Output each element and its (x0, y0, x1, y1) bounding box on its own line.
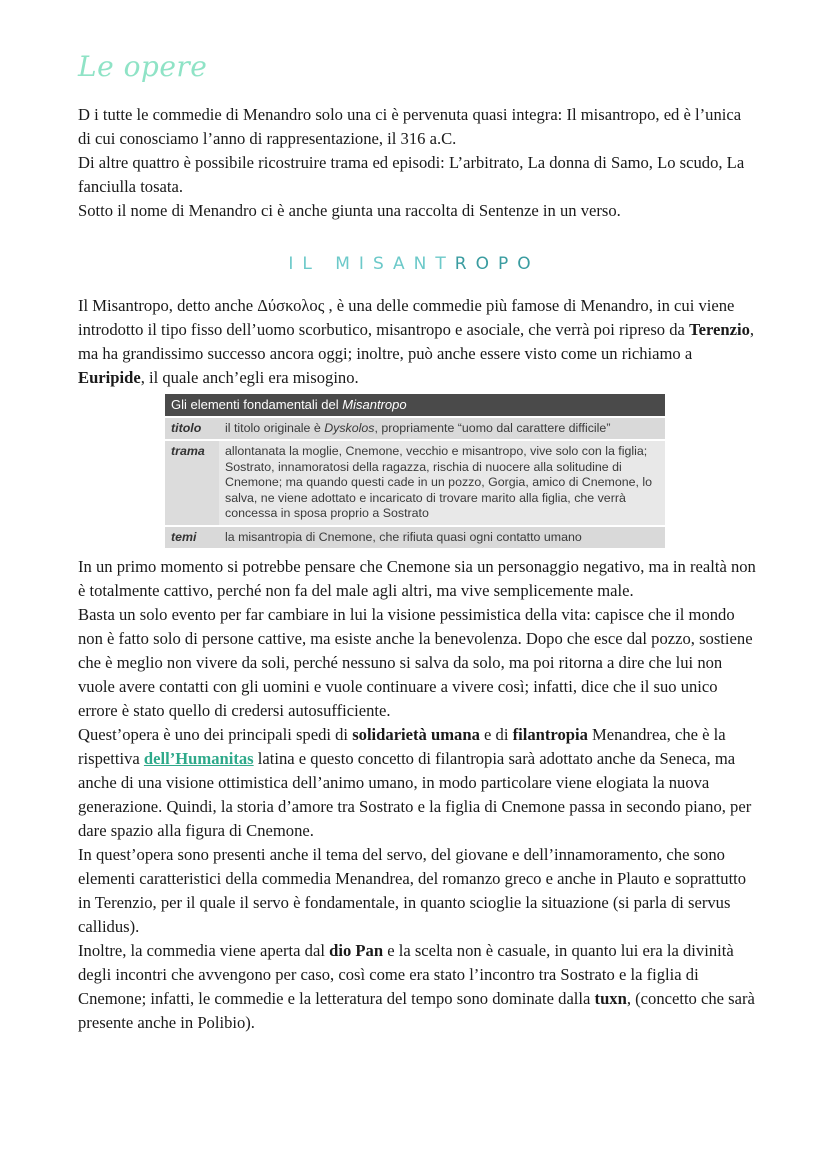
table-row-key: titolo (165, 417, 219, 441)
table-row (165, 417, 665, 441)
summary-table (165, 394, 665, 548)
bold-euripide: Euripide (78, 368, 141, 387)
table-header-italic: Misantropo (342, 397, 407, 412)
text-run: , il quale anch’egli era misogino. (140, 368, 359, 387)
bold-filantropia: filantropia (512, 725, 588, 744)
misantropo-intro-paragraph (78, 294, 758, 390)
table-row-key: temi (165, 526, 219, 549)
table-row-value: allontanata la moglie, Cnemone, vecchio e misantropo, vive solo con la figlia; Sostrato, innamoratosi della ragazza, rischia di nuocere alla solitudine di Cnemone; ma quando questi cade in un pozzo, Gorgia, amico di Cnemone, lo salva, ne viene adottato e incaricato di trovare marito alla figlia, che verrà concessa in sposa proprio a Sostrato (219, 440, 665, 526)
text-run: Menandrea, che è la rispettiva (78, 725, 726, 768)
page-title: Le opere (78, 50, 208, 83)
bold-dio-pan: dio Pan (329, 941, 384, 960)
body-paragraph-4: In quest’opera sono presenti anche il tema del servo, del giovane e dell’innamoramento, che sono elementi caratteristici della commedia Menandrea, del romanzo greco e anche in Plauto e soprattutto in Terenzio, per il quale il servo è fondamentale, in quanto scioglie la situazione (si parla di servus callidus). (78, 845, 747, 936)
table-row-key: trama (165, 440, 219, 526)
section-heading-part-1: IL MISANT (288, 254, 455, 274)
text-run: latina e questo concetto di filantropia sarà adottato anche da Seneca, ma anche di una visione ottimistica dell’animo umano, in modo particolare viene elogiata la nuova generazione. Quindi, la storia d’amore tra Sostrato e la figlia di Cnemone passa in secondo piano, per dare spazio alla figura di Cnemone. (78, 749, 752, 840)
text-run: Inoltre, la commedia viene aperta dal (78, 941, 330, 960)
table-row-value (219, 417, 665, 441)
text-run: , propriamente “uomo dal carattere difficile” (374, 420, 611, 435)
intro-paragraph-2: Di altre quattro è possibile ricostruire trama ed episodi: L’arbitrato, La donna di Samo, Lo scudo, La fanciulla tosata. (78, 153, 745, 196)
section-heading-part-2: ROPO (454, 254, 540, 274)
text-run: e la scelta non è casuale, in quanto lui era la divinità degli incontri che avvengono per caso, così come era stato l’incontro tra Sostrato e la figlia di Cnemone; infatti, le commedie e la letteratura del tempo sono dominate dalla (78, 941, 734, 1008)
text-run: Quest’opera è uno dei principali spedi di (78, 725, 353, 744)
misantropo-intro-section (78, 294, 758, 390)
intro-paragraph-1: D i tutte le commedie di Menandro solo una ci è pervenuta quasi integra: Il misantropo, ed è l’unica di cui conosciamo l’anno di rappresentazione, il 316 a.C. (78, 105, 742, 148)
body-paragraph-3 (78, 723, 758, 843)
table-header-text: Gli elementi fondamentali del (171, 397, 343, 412)
body-paragraph-1: In un primo momento si potrebbe pensare che Cnemone sia un personaggio negativo, ma in realtà non è totalmente cattivo, perché non fa del male agli altri, ma vive semplicemente male. (78, 557, 756, 600)
bold-terenzio: Terenzio (689, 320, 750, 339)
section-heading (0, 254, 828, 274)
italic-dyskolos: Dyskolos (324, 420, 375, 435)
main-body-section (78, 555, 758, 1035)
text-run: , (concetto che sarà presente anche in Polibio). (78, 989, 755, 1032)
text-run: Il Misantropo, detto anche Δύσκολος , è una delle commedie più famose di Menandro, in cui viene introdotto il tipo fisso dell’uomo scorbutico, misantropo e asociale, che verrà poi ripreso da (78, 296, 735, 339)
table-row-value: la misantropia di Cnemone, che rifiuta quasi ogni contatto umano (219, 526, 665, 549)
table-row (165, 526, 665, 549)
text-run: e di (479, 725, 513, 744)
table-header-row (165, 394, 665, 417)
text-run: il titolo originale è (225, 420, 325, 435)
humanitas-link[interactable]: dell’Humanitas (143, 749, 254, 768)
bold-solidarieta: solidarietà umana (352, 725, 480, 744)
intro-section (78, 103, 758, 223)
body-paragraph-5 (78, 939, 758, 1035)
intro-paragraph-3: Sotto il nome di Menandro ci è anche giunta una raccolta di Sentenze in un verso. (78, 201, 621, 220)
body-paragraph-2: Basta un solo evento per far cambiare in lui la visione pessimistica della vita: capisce che il mondo non è fatto solo di persone cattive, ma esiste anche la benevolenza. Dopo che esce dal pozzo, sostiene che è meglio non vivere da soli, perché nessuno si salva da solo, ma poi ritorna a dire che lui non vuole avere contatti con gli uomini e vuole continuare a vivere così; infatti, dice che il suo unico errore è stato quello di credersi autosufficiente. (78, 605, 753, 720)
bold-tuxn: tuxn (594, 989, 627, 1008)
table-row (165, 440, 665, 526)
table-header (165, 394, 665, 417)
text-run: , ma ha grandissimo successo ancora oggi; inoltre, può anche essere visto come un richiamo a (78, 320, 755, 363)
